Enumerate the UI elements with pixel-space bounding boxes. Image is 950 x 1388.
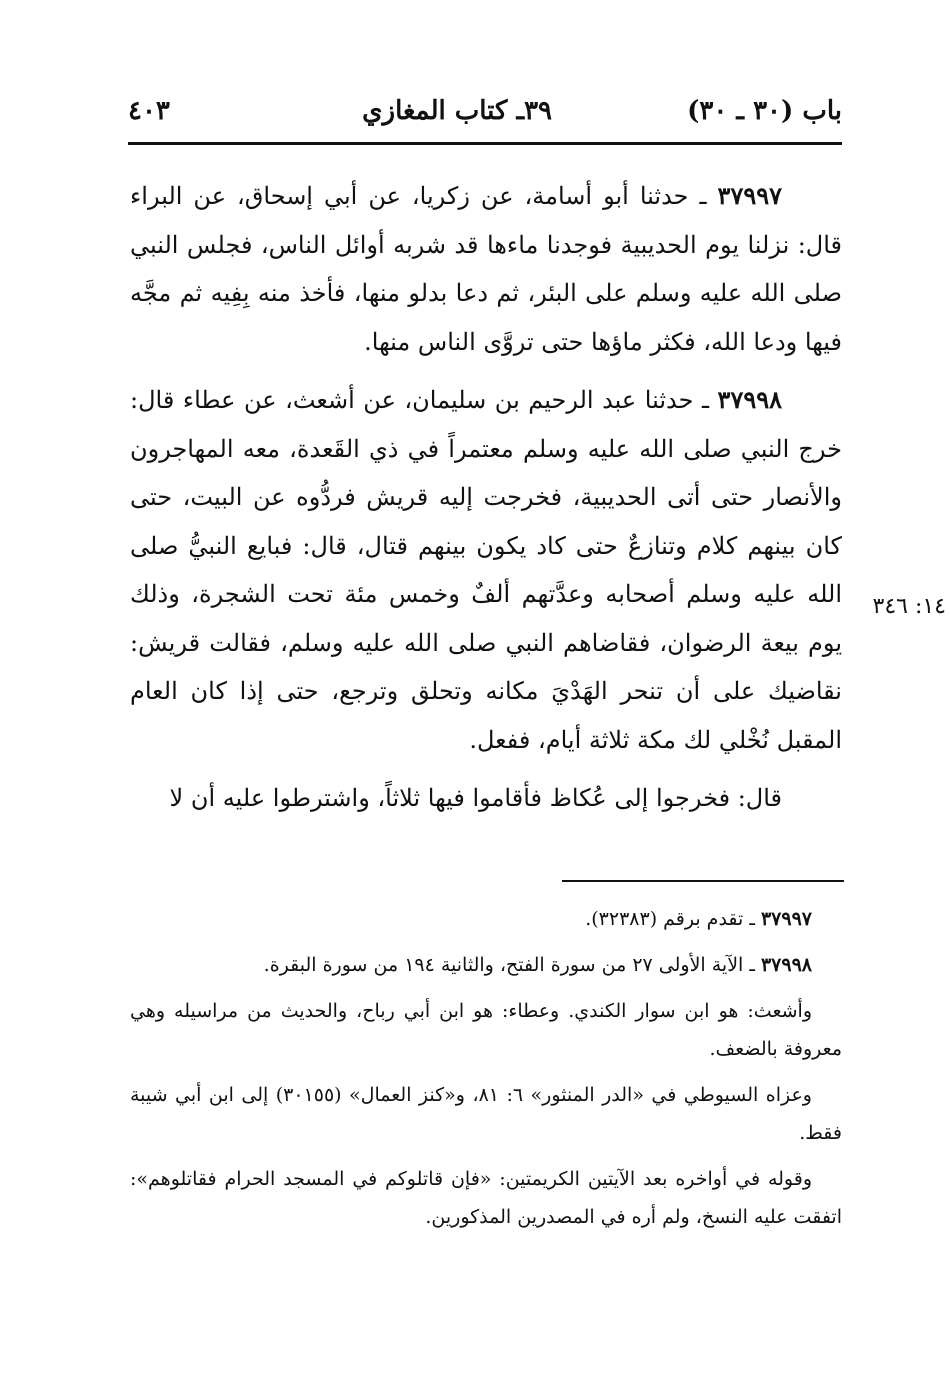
footnote <box>130 946 842 984</box>
footnote <box>130 900 842 938</box>
hadith-paragraph <box>130 376 842 764</box>
hadith-text: قال: فخرجوا إلى عُكاظ فأقاموا فيها ثلاثاً، واشترطوا عليه أن لا <box>169 784 782 812</box>
page-number: ٤٠٣ <box>128 96 170 126</box>
footnote-text: وقوله في أواخره بعد الآيتين الكريمتين: «فإن قاتلوكم في المسجد الحرام فقاتلوهم»: اتفقت عليه النسخ، ولم أره في المصدرين المذكورين. <box>130 1168 842 1228</box>
footnote <box>130 992 842 1068</box>
header-divider <box>128 142 842 145</box>
hadith-text: ـ حدثنا عبد الرحيم بن سليمان، عن أشعث، عن عطاء قال: خرج النبي صلى الله عليه وسلم معتمراً في ذي القَعدة، معه المهاجرون والأنصار حتى أتى الحديبية، فخرجت إليه قريش فردُّوه عن البيت، حتى كان بينهم كلام وتنازعٌ حتى كاد يكون بينهم قتال، قال: فبايع النبيُّ صلى الله عليه وسلم أصحابه وعدَّتهم ألفٌ وخمس مئة تحت الشجرة، وذلك يوم بيعة الرضوان، فقاضاهم النبي صلى الله عليه وسلم، فقالت قريش: نقاضيك على أن تنحر الهَدْيَ مكانه وتحلق وترجع، حتى إذا كان العام المقبل نُخْلي لك مكة ثلاثة أيام، ففعل. <box>130 386 842 754</box>
hadith-continuation <box>130 774 842 823</box>
footnote <box>130 1160 842 1236</box>
footnote-text: ـ تقدم برقم (٣٢٣٨٣). <box>585 908 761 930</box>
main-text <box>130 172 842 833</box>
chapter-heading: باب (٣٠ ـ ٣٠) <box>687 96 842 126</box>
footnotes <box>130 900 842 1244</box>
page-header <box>128 96 842 144</box>
hadith-paragraph <box>130 172 842 366</box>
footnote <box>130 1076 842 1152</box>
footnote-text: وأشعث: هو ابن سوار الكندي. وعطاء: هو ابن أبي رباح، والحديث من مراسيله وهي معروفة بالضعف. <box>130 1000 842 1060</box>
footnote-number: ٣٧٩٩٨ <box>760 954 812 976</box>
hadith-number: ٣٧٩٩٧ <box>717 181 782 210</box>
footnote-divider <box>562 880 844 882</box>
footnote-text: ـ الآية الأولى ٢٧ من سورة الفتح، والثانية ١٩٤ من سورة البقرة. <box>263 954 761 976</box>
hadith-text: ـ حدثنا أبو أسامة، عن زكريا، عن أبي إسحاق، عن البراء قال: نزلنا يوم الحديبية فوجدنا ماءها قد شربه أوائل الناس، فجلس النبي صلى الله عليه وسلم على البئر، ثم دعا بدلو منها، فأخذ منه بِفِيه ثم مجَّه فيها ودعا الله، فكثر ماؤها حتى تروَّى الناس منها. <box>130 182 842 356</box>
footnote-number: ٣٧٩٩٧ <box>760 908 812 930</box>
hadith-number: ٣٧٩٩٨ <box>717 385 782 414</box>
margin-reference: ١٤: ٣٤٦ <box>872 594 946 619</box>
book-title: ٣٩ـ كتاب المغازي <box>362 96 552 126</box>
footnote-text: وعزاه السيوطي في «الدر المنثور» ٦: ٨١، و«كنز العمال» (٣٠١٥٥) إلى ابن أبي شيبة فقط. <box>130 1084 842 1144</box>
